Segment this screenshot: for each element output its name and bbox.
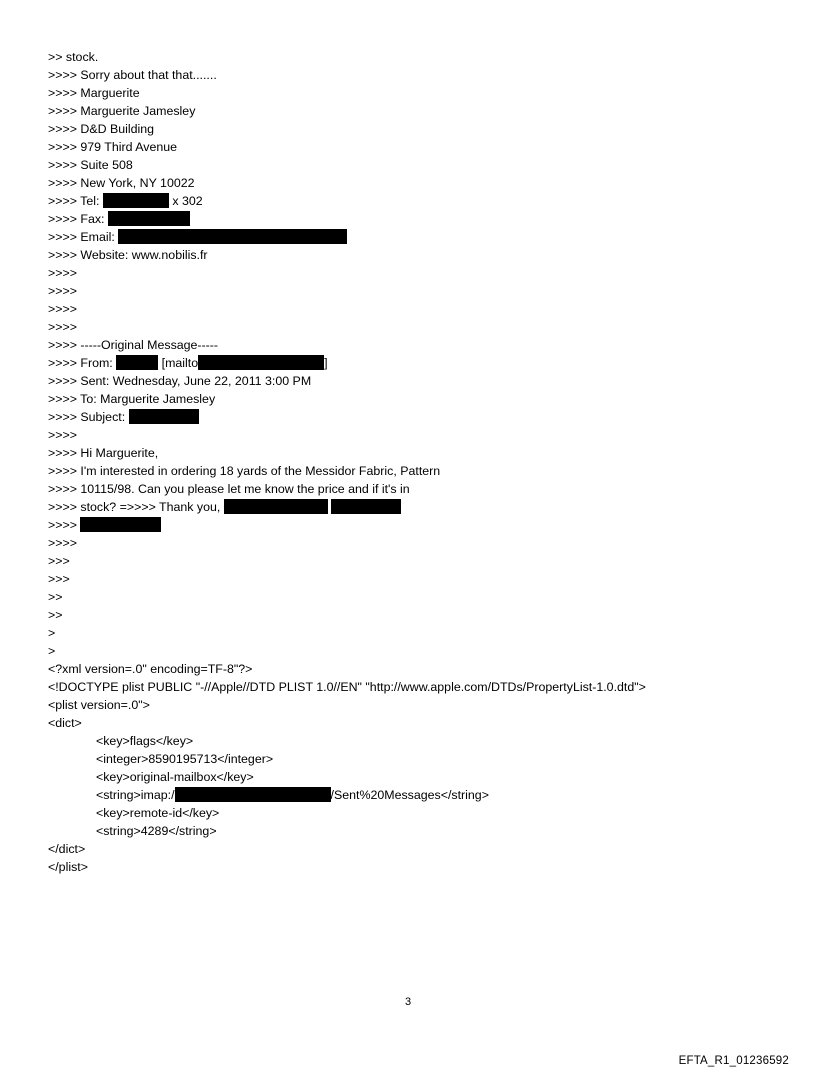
- from-close-bracket: ]: [324, 356, 328, 370]
- text-line: >>>> New York, NY 10022: [48, 176, 195, 190]
- tel-extension: x 302: [168, 194, 203, 208]
- redaction-box: [118, 229, 347, 244]
- dict-close: </dict>: [48, 842, 86, 856]
- plist-close: </plist>: [48, 860, 88, 874]
- body-line: >>>> 10115/98. Can you please let me know the price and if it's in: [48, 482, 410, 496]
- plist-string-remote: <string>4289</string>: [96, 824, 217, 838]
- quote-blank-line: >>>>: [48, 266, 77, 280]
- from-label: >>>> From:: [48, 356, 117, 370]
- plist-integer-flags: <integer>8590195713</integer>: [96, 752, 274, 766]
- plist-key-mailbox: <key>original-mailbox</key>: [96, 770, 254, 784]
- quote-blank-line: >>>>: [48, 428, 77, 442]
- body-line: >>>> I'm interested in ordering 18 yards of the Messidor Fabric, Pattern: [48, 464, 441, 478]
- quote-marker: >>>>: [48, 518, 77, 532]
- redaction-box: [224, 499, 328, 514]
- bates-number: EFTA_R1_01236592: [678, 1055, 789, 1067]
- plist-key-flags: <key>flags</key>: [96, 734, 194, 748]
- text-line: >> stock.: [48, 50, 99, 64]
- imap-suffix: /Sent%20Messages</string>: [330, 788, 489, 802]
- quote-blank-line: >>>: [48, 554, 70, 568]
- email-line: [48, 228, 788, 246]
- quote-blank-line: >: [48, 644, 56, 658]
- redaction-box: [175, 787, 331, 802]
- dict-open: <dict>: [48, 716, 82, 730]
- from-line: [48, 354, 788, 372]
- text-line: >>>> Sorry about that that.......: [48, 68, 217, 82]
- body-line: [48, 498, 788, 516]
- sent-line: >>>> Sent: Wednesday, June 22, 2011 3:00 PM: [48, 374, 312, 388]
- from-mailto: [mailto: [158, 356, 199, 370]
- original-message-header: >>>> -----Original Message-----: [48, 338, 219, 352]
- tel-line: [48, 192, 788, 210]
- signature-line: [48, 516, 788, 534]
- email-label: >>>> Email:: [48, 230, 119, 244]
- fax-line: [48, 210, 788, 228]
- text-line: >>>> D&D Building: [48, 122, 155, 136]
- quote-blank-line: >: [48, 626, 56, 640]
- text-line: >>>> Suite 508: [48, 158, 133, 172]
- xml-declaration: <?xml version=.0" encoding=TF-8"?>: [48, 662, 253, 676]
- redaction-box: [103, 193, 169, 208]
- plist-open: <plist version=.0">: [48, 698, 150, 712]
- quote-blank-line: >>: [48, 590, 63, 604]
- page-number: 3: [404, 996, 412, 1008]
- text-line: >>>> 979 Third Avenue: [48, 140, 178, 154]
- quote-blank-line: >>>>: [48, 302, 77, 316]
- plist-string-imap: [48, 786, 788, 804]
- greeting-line: >>>> Hi Marguerite,: [48, 446, 159, 460]
- body-text: >>>> stock? =>>>> Thank you,: [48, 500, 224, 514]
- redaction-box: [108, 211, 190, 226]
- email-text-block: [48, 48, 788, 876]
- quote-blank-line: >>>>: [48, 284, 77, 298]
- redaction-box: [80, 517, 161, 532]
- plist-key-remote: <key>remote-id</key>: [96, 806, 220, 820]
- quote-blank-line: >>: [48, 608, 63, 622]
- subject-label: >>>> Subject:: [48, 410, 129, 424]
- to-line: >>>> To: Marguerite Jamesley: [48, 392, 216, 406]
- website-line: >>>> Website: www.nobilis.fr: [48, 248, 208, 262]
- text-line: >>>> Marguerite Jamesley: [48, 104, 196, 118]
- redaction-box: [331, 499, 401, 514]
- redaction-box: [129, 409, 199, 424]
- quote-blank-line: >>>: [48, 572, 70, 586]
- xml-doctype: <!DOCTYPE plist PUBLIC "-//Apple//DTD PLIST 1.0//EN" "http://www.apple.com/DTDs/PropertyList-1.0.dtd">: [48, 680, 646, 694]
- tel-label: >>>> Tel:: [48, 194, 103, 208]
- redaction-box: [198, 355, 324, 370]
- fax-label: >>>> Fax:: [48, 212, 108, 226]
- quote-blank-line: >>>>: [48, 320, 77, 334]
- text-line: >>>> Marguerite: [48, 86, 140, 100]
- redaction-box: [116, 355, 158, 370]
- subject-line: [48, 408, 788, 426]
- imap-prefix: <string>imap:/: [96, 788, 175, 802]
- quote-blank-line: >>>>: [48, 536, 77, 550]
